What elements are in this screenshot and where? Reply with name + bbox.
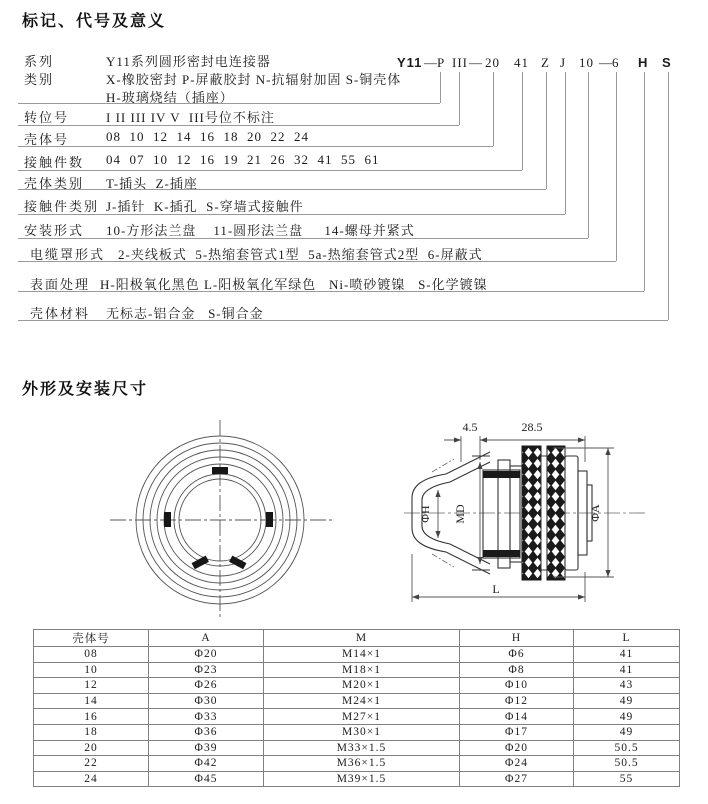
code-dash-2: — [469, 55, 483, 70]
col-header-a: A [149, 630, 264, 647]
row-index-value: I II III IV V III号位不标注 [106, 110, 275, 125]
code-shell-type: Z [541, 55, 550, 70]
row-contacttype-value: J-插针 K-插孔 S-穿墙式接触件 [106, 199, 304, 214]
row-cablecover-label: 电缆罩形式 [30, 247, 106, 262]
code-contact-type: J [560, 55, 567, 70]
table-row: 22 Φ42 M36×1.5 Φ24 50.5 [34, 756, 680, 772]
row-contacts-label: 接触件数 [24, 155, 85, 170]
row-mount-label: 安装形式 [24, 223, 85, 238]
code-surface: H [638, 55, 649, 70]
row-category-value: X-橡胶密封 P-屏蔽胶封 N-抗辐射加固 S-铜壳体 [106, 72, 402, 87]
table-row: 16 Φ33 M27×1 Φ14 49 [34, 709, 680, 725]
row-shelltype-value: T-插头 Z-插座 [106, 176, 198, 191]
row-mount-value: 10-方形法兰盘 11-圆形法兰盘 14-螺母并紧式 [106, 223, 415, 238]
bayonet-key-tabs [164, 467, 273, 569]
table-header-row [34, 630, 680, 647]
row-shellno-value: 08 10 12 14 16 18 20 22 24 [106, 129, 309, 144]
code-contact-count: 41 [514, 55, 529, 70]
row-series-value: Y11系列圆形密封电连接器 [106, 54, 271, 69]
code-material: S [662, 55, 672, 70]
row-shellno-label: 壳体号 [24, 132, 70, 147]
table-row: 14 Φ30 M24×1 Φ12 49 [34, 693, 680, 709]
row-series-label: 系列 [24, 54, 55, 69]
col-header-m: M [264, 630, 460, 647]
col-header-l: L [574, 630, 680, 647]
side-view-drawing [398, 414, 704, 616]
code-shell-no: 20 [485, 55, 500, 70]
dim-phi-h: ΦH [418, 505, 432, 523]
front-view-drawing [100, 416, 345, 623]
code-series: Y11 [397, 55, 423, 70]
row-contacttype-label: 接触件类别 [24, 199, 100, 214]
row-category-value2: H-玻璃烧结（插座） [106, 90, 234, 105]
row-surface-label: 表面处理 [30, 277, 91, 292]
row-material-value: 无标志-铝合金 S-铜合金 [106, 306, 264, 321]
dim-l: L [492, 582, 500, 596]
code-category: P [437, 55, 446, 70]
row-shelltype-label: 壳体类别 [24, 176, 85, 191]
row-contacts-value: 04 07 10 12 16 19 21 26 32 41 55 61 [106, 152, 380, 167]
row-surface-value: H-阳极氧化黑色 L-阳极氧化军绿色 Ni-喷砂镀镍 S-化学镀镍 [100, 277, 488, 292]
dim-4-5: 4.5 [462, 420, 478, 434]
row-cablecover-value: 2-夹线板式 5-热缩套管式1型 5a-热缩套管式2型 6-屏蔽式 [118, 247, 483, 262]
table-row: 10 Φ23 M18×1 Φ8 41 [34, 662, 680, 678]
section-title-marking: 标记、代号及意义 [22, 13, 167, 30]
table-row: 12 Φ26 M20×1 Φ10 43 [34, 678, 680, 694]
code-dash-3: — [599, 55, 613, 70]
code-mount-form: 10 [579, 55, 594, 70]
code-index-pos: III [452, 55, 468, 70]
table-row: 20 Φ39 M33×1.5 Φ20 50.5 [34, 740, 680, 756]
section-title-outline: 外形及安装尺寸 [22, 381, 149, 398]
code-cable-cover: 6 [612, 55, 620, 70]
col-header-h: H [460, 630, 574, 647]
row-material-label: 壳体材料 [30, 306, 91, 321]
dim-md: MD [453, 504, 467, 524]
col-header-shell: 壳体号 [34, 630, 149, 647]
table-row: 18 Φ36 M30×1 Φ17 49 [34, 724, 680, 740]
table-row: 08 Φ20 M14×1 Φ6 41 [34, 647, 680, 663]
dimension-table [33, 629, 680, 787]
code-dash-1: — [424, 55, 438, 70]
row-index-label: 转位号 [24, 110, 70, 125]
table-row: 24 Φ45 M39×1.5 Φ27 55 [34, 771, 680, 787]
dim-28-5: 28.5 [521, 420, 543, 434]
row-category-label: 类别 [24, 72, 55, 87]
dim-phi-a: ΦA [588, 504, 602, 522]
